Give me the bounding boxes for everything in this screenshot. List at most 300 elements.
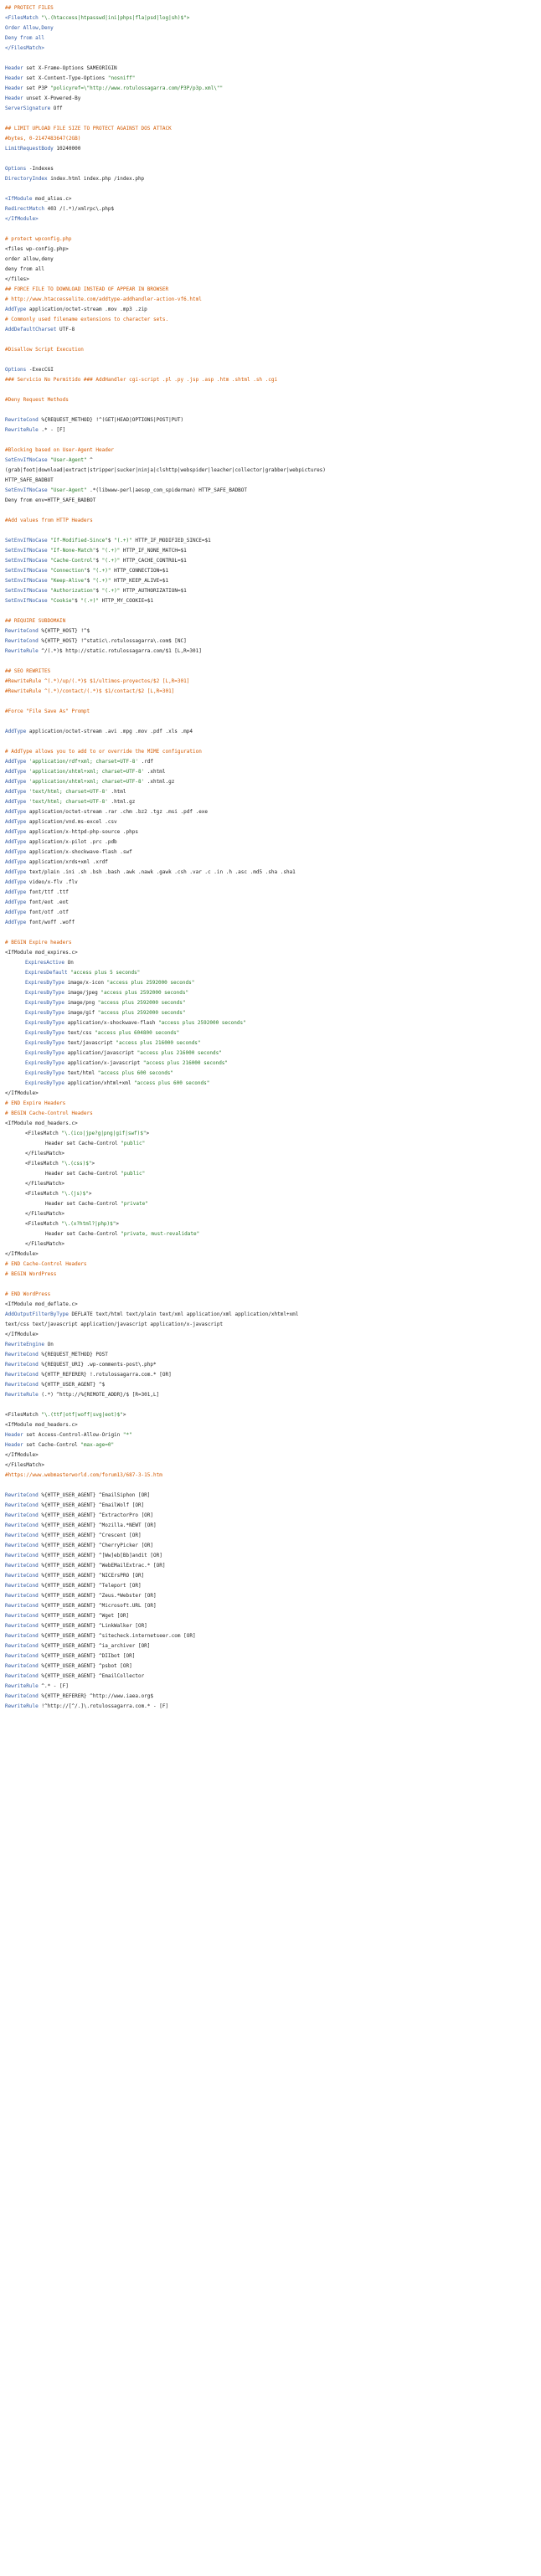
code-line <box>5 807 536 817</box>
directive-keyword: RewriteRule <box>5 1392 39 1398</box>
code-line <box>5 1651 536 1662</box>
code-text: %{HTTP_USER_AGENT} ^ia_archiver [OR] <box>38 1643 151 1649</box>
code-text: application/xrds+xml .xrdf <box>26 859 108 865</box>
directive-keyword: Header <box>5 95 23 101</box>
code-text: Header set Cache-Control <box>45 1201 121 1207</box>
code-text: unset X-Powered-By <box>23 95 81 101</box>
code-line <box>5 878 536 888</box>
string-literal: "(.+)" <box>101 588 121 594</box>
code-text: $ <box>75 598 81 604</box>
string-literal: "access plus 600 seconds" <box>97 1070 174 1076</box>
code-text: <FilesMatch <box>25 1161 62 1167</box>
directive-keyword: AddType <box>5 899 27 905</box>
code-line <box>5 827 536 837</box>
code-line <box>5 1239 536 1249</box>
code-text: ^ <box>86 457 93 463</box>
code-text: set X-Content-Type-Options <box>23 75 108 81</box>
code-text: -ExecCGI <box>26 367 54 373</box>
code-line <box>5 1692 536 1702</box>
code-line <box>5 194 536 204</box>
directive-keyword: RewriteRule <box>5 1683 39 1689</box>
string-literal: "Keep-Alive" <box>50 578 87 584</box>
directive-keyword: ExpiresByType <box>25 1060 64 1066</box>
code-text: application/x-shockwave-flash .swf <box>26 849 132 855</box>
directive-keyword: LimitRequestBody <box>5 146 54 152</box>
code-line <box>5 23 536 33</box>
code-text: </FilesMatch> <box>25 1181 64 1187</box>
code-line <box>5 837 536 848</box>
code-line <box>5 1611 536 1621</box>
code-text: mod_alias.c> <box>32 196 72 202</box>
code-line <box>5 968 536 978</box>
directive-keyword: RewriteCond <box>5 417 39 423</box>
string-literal: "(.+)" <box>101 558 121 564</box>
string-literal: "private, must-revalidate" <box>121 1231 200 1237</box>
directive-keyword: AddType <box>5 759 27 765</box>
code-line <box>5 958 536 968</box>
code-text: set P3P <box>23 85 51 91</box>
directive-keyword: ExpiresByType <box>25 1010 64 1016</box>
directive-keyword: DirectoryIndex <box>5 176 48 182</box>
code-text: set Access-Control-Allow-Origin <box>23 1432 123 1438</box>
string-literal: "If-None-Match" <box>50 548 96 554</box>
string-literal: "Cache-Control" <box>50 558 96 564</box>
code-text: </files> <box>5 276 29 282</box>
directive-keyword: SetEnvIfNoCase <box>5 487 48 493</box>
directive-keyword: SetEnvIfNoCase <box>5 578 48 584</box>
code-text: <IfModule mod_headers.c> <box>5 1422 78 1428</box>
code-text: Header set Cache-Control <box>45 1171 121 1177</box>
directive-keyword: RewriteCond <box>5 1543 39 1548</box>
string-literal: 'application/xhtml+xml; charset=UTF-8' <box>28 779 145 785</box>
code-line <box>5 305 536 315</box>
code-line <box>5 747 536 757</box>
string-literal: 'text/html; charset=UTF-8' <box>28 799 108 805</box>
code-line <box>5 425 536 435</box>
code-line <box>5 888 536 898</box>
code-text: (grab|foot|download|extract|stripper|sucker|ninja|clshttp|webspider|leacher|collector|grabber|webpictures) <box>5 467 326 473</box>
code-line <box>5 1149 536 1159</box>
code-text: font/ttf .ttf <box>26 889 69 895</box>
code-text: font/woff .woff <box>26 920 75 925</box>
code-line <box>5 44 536 54</box>
code-text: text/html <box>64 1070 98 1076</box>
code-line <box>5 516 536 526</box>
code-line <box>5 1430 536 1440</box>
directive-keyword: AddType <box>5 779 27 785</box>
code-text: </FilesMatch> <box>5 1462 44 1468</box>
directive-keyword: AddType <box>5 819 27 825</box>
comment-text: # BEGIN Expire headers <box>5 940 72 945</box>
code-text: application/octet-stream .avi .mpg .mov .pdf .xls .mp4 <box>26 729 193 734</box>
code-line <box>5 204 536 214</box>
code-line <box>5 1139 536 1149</box>
string-literal: "\.(ico|jpe?g|png|gif|swf)$" <box>61 1131 147 1136</box>
directive-keyword: </IfModule> <box>5 216 39 222</box>
code-text: ^/(.*)$ http://static.rotulossagarra.com/$1 [L,R=301] <box>38 648 202 654</box>
code-line <box>5 114 536 124</box>
code-line <box>5 154 536 164</box>
code-text: HTTP_MY_COOKIE=$1 <box>99 598 154 604</box>
code-text: <IfModule mod_deflate.c> <box>5 1301 78 1307</box>
comment-text: #RewriteRule ^(.*)/up/(.*)$ $1/ultimos-proyectos/$2 [L,R=301] <box>5 678 190 684</box>
code-text: <IfModule mod_headers.c> <box>5 1121 78 1126</box>
directive-keyword: RewriteCond <box>5 1653 39 1659</box>
directive-keyword: RewriteRule <box>5 1703 39 1709</box>
code-line <box>5 566 536 576</box>
directive-keyword: ExpiresByType <box>25 1040 64 1046</box>
code-text: %{HTTP_USER_AGENT} ^EmailCollector <box>38 1673 145 1679</box>
string-literal: "policyref=\"http://www.rotulossagarra.com/P3P/p3p.xml\"" <box>50 85 224 91</box>
comment-text: # AddType allows you to add to or override the MIME configuration <box>5 749 202 755</box>
code-line <box>5 727 536 737</box>
code-text: %{HTTP_USER_AGENT} ^Zeus.*Webster [OR] <box>38 1593 157 1599</box>
comment-text: # BEGIN Cache-Control Headers <box>5 1110 93 1116</box>
directive-keyword: AddType <box>5 799 27 805</box>
code-text: UTF-8 <box>56 327 75 332</box>
code-text: index.html index.php /index.php <box>47 176 145 182</box>
code-line <box>5 1631 536 1641</box>
directive-keyword: Order Allow,Deny <box>5 25 54 31</box>
comment-text: ## PROTECT FILES <box>5 5 54 11</box>
code-line <box>5 476 536 486</box>
string-literal: "public" <box>121 1141 146 1146</box>
comment-text: # END Cache-Control Headers <box>5 1261 87 1267</box>
directive-keyword: RewriteCond <box>5 1693 39 1699</box>
code-line <box>5 1270 536 1280</box>
string-literal: "access plus 2592000 seconds" <box>106 980 195 986</box>
directive-keyword: SetEnvIfNoCase <box>5 457 48 463</box>
code-line <box>5 74 536 84</box>
code-text: $ <box>95 588 102 594</box>
code-line <box>5 526 536 536</box>
code-line <box>5 174 536 184</box>
string-literal: "access plus 5 seconds" <box>70 970 141 976</box>
code-line <box>5 1481 536 1491</box>
code-line <box>5 265 536 275</box>
code-text: DEFLATE text/html text/plain text/xml application/xml application/xhtml+xml <box>68 1311 299 1317</box>
code-line <box>5 395 536 405</box>
code-text: On <box>64 960 74 966</box>
comment-text: ## LIMIT UPLOAD FILE SIZE TO PROTECT AGAINST DOS ATTACK <box>5 126 172 131</box>
string-literal: "If-Modified-Since" <box>50 538 108 544</box>
code-line <box>5 365 536 375</box>
code-text: 10240000 <box>53 146 81 152</box>
code-text: application/octet-stream .rar .chm .bz2 .tgz .msi .pdf .exe <box>26 809 209 815</box>
code-text: %{HTTP_USER_AGENT} ^Crescent [OR] <box>38 1533 142 1538</box>
code-text: $ <box>107 538 115 544</box>
code-line <box>5 687 536 697</box>
code-line <box>5 908 536 918</box>
directive-keyword: AddType <box>5 729 27 734</box>
directive-keyword: <FilesMatch <box>5 15 39 21</box>
code-line <box>5 1199 536 1209</box>
comment-text: # END WordPress <box>5 1291 51 1297</box>
code-line <box>5 546 536 556</box>
code-text: set X-Frame-Options SAMEORIGIN <box>23 65 117 71</box>
code-text: .* - [F] <box>38 427 66 433</box>
code-line <box>5 1008 536 1018</box>
directive-keyword: ServerSignature <box>5 106 51 111</box>
code-line <box>5 405 536 415</box>
code-line <box>5 717 536 727</box>
code-text: .xhtml <box>144 769 166 775</box>
string-literal: "access plus 216000 seconds" <box>137 1050 222 1056</box>
code-text: !^http://[^/.]\.rotulossagarra.com.* - [F] <box>38 1703 169 1709</box>
directive-keyword: SetEnvIfNoCase <box>5 568 48 574</box>
comment-text: #RewriteRule ^(.*)/contact/(.*)$ $1/contact/$2 [L,R=301] <box>5 688 175 694</box>
code-line <box>5 636 536 647</box>
code-line <box>5 1471 536 1481</box>
code-text: HTTP_SAFE_BADBOT <box>5 477 54 483</box>
code-line <box>5 1048 536 1059</box>
code-line <box>5 1501 536 1511</box>
code-text: > <box>91 1161 95 1167</box>
code-text: application/vnd.ms-excel .csv <box>26 819 117 825</box>
code-line <box>5 1169 536 1179</box>
code-text: .*(libwww-perl|aesop_com_spiderman) HTTP_SAFE_BADBOT <box>86 487 248 493</box>
code-line <box>5 1340 536 1350</box>
code-text: video/x-flv .flv <box>26 879 78 885</box>
code-text: > <box>88 1191 92 1197</box>
string-literal: "*" <box>122 1432 132 1438</box>
code-line <box>5 1641 536 1651</box>
string-literal: "\.(js)$" <box>61 1191 89 1197</box>
string-literal: "\.(ttf|otf|woff|svg|eot)$" <box>41 1412 123 1418</box>
code-line <box>5 1380 536 1390</box>
code-text: %{HTTP_USER_AGENT} ^DIIbot [OR] <box>38 1653 136 1659</box>
string-literal: "nosniff" <box>107 75 136 81</box>
directive-keyword: RewriteCond <box>5 1502 39 1508</box>
code-line <box>5 1320 536 1330</box>
string-literal: "(.+)" <box>114 538 132 544</box>
directive-keyword: SetEnvIfNoCase <box>5 598 48 604</box>
code-text: %{HTTP_USER_AGENT} ^$ <box>38 1382 106 1388</box>
code-text: %{HTTP_USER_AGENT} ^CherryPicker [OR] <box>38 1543 154 1548</box>
directive-keyword: <IfModule <box>5 196 33 202</box>
directive-keyword: AddType <box>5 920 27 925</box>
code-line <box>5 1672 536 1682</box>
code-line <box>5 144 536 154</box>
directive-keyword: RewriteCond <box>5 1663 39 1669</box>
code-text: set Cache-Control <box>23 1442 81 1448</box>
code-line <box>5 1310 536 1320</box>
code-text: %{REQUEST_METHOD} !^(GET|HEAD|OPTIONS|POST|PUT) <box>38 417 184 423</box>
string-literal: "max-age=0" <box>80 1442 115 1448</box>
code-text: text/css <box>64 1030 95 1036</box>
directive-keyword: RewriteCond <box>5 1643 39 1649</box>
code-line <box>5 1209 536 1219</box>
code-line <box>5 647 536 657</box>
code-line <box>5 506 536 516</box>
code-line <box>5 3 536 13</box>
string-literal: "\.(x?html?|php)$" <box>61 1221 116 1227</box>
directive-keyword: RewriteCond <box>5 1553 39 1558</box>
code-line <box>5 315 536 325</box>
code-text: %{HTTP_USER_AGENT} ^[Ww]eb[Bb]andit [OR] <box>38 1553 162 1558</box>
comment-text: # http://www.htaccesselite.com/addtype-addhandler-action-vf6.html <box>5 296 202 302</box>
code-text: HTTP_IF_NONE_MATCH=$1 <box>120 548 187 554</box>
code-text: Header set Cache-Control <box>45 1141 121 1146</box>
code-line <box>5 325 536 335</box>
code-text: Deny from env=HTTP_SAFE_BADBOT <box>5 497 96 503</box>
string-literal: 'application/xhtml+xml; charset=UTF-8' <box>28 769 145 775</box>
directive-keyword: Header <box>5 65 23 71</box>
code-text: Header set Cache-Control <box>45 1231 121 1237</box>
code-text: font/eot .eot <box>26 899 69 905</box>
directive-keyword: RewriteCond <box>5 1533 39 1538</box>
code-text: </FilesMatch> <box>25 1241 64 1247</box>
code-line <box>5 988 536 998</box>
code-line <box>5 938 536 948</box>
code-line <box>5 84 536 94</box>
directive-keyword: ExpiresByType <box>25 980 64 986</box>
code-line <box>5 285 536 295</box>
string-literal: 'text/html; charset=UTF-8' <box>28 789 108 795</box>
code-line <box>5 1229 536 1239</box>
code-line <box>5 1069 536 1079</box>
string-literal: "(.+)" <box>101 548 121 554</box>
code-line <box>5 1571 536 1581</box>
code-text: .rdf <box>137 759 154 765</box>
code-text: application/x-javascript <box>64 1060 143 1066</box>
directive-keyword: RewriteCond <box>5 1382 39 1388</box>
code-text: deny from all <box>5 266 44 272</box>
directive-keyword: SetEnvIfNoCase <box>5 548 48 554</box>
code-line <box>5 737 536 747</box>
code-line <box>5 64 536 74</box>
code-line <box>5 978 536 988</box>
code-line <box>5 1089 536 1099</box>
string-literal: "\.(htaccess|htpasswd|ini|phps|fla|psd|log|sh)$"> <box>38 15 190 21</box>
code-text: .xhtml.gz <box>144 779 175 785</box>
string-literal: "User-Agent" <box>50 487 87 493</box>
code-text: image/jpeg <box>64 990 101 996</box>
directive-keyword: SetEnvIfNoCase <box>5 588 48 594</box>
code-line <box>5 385 536 395</box>
code-line <box>5 918 536 928</box>
directive-keyword: Header <box>5 75 23 81</box>
directive-keyword: Options <box>5 367 27 373</box>
comment-text: # END Expire Headers <box>5 1100 66 1106</box>
code-line <box>5 848 536 858</box>
directive-keyword: Header <box>5 1442 23 1448</box>
code-line <box>5 355 536 365</box>
code-line <box>5 1581 536 1591</box>
code-text: HTTP_CACHE_CONTROL=$1 <box>120 558 187 564</box>
string-literal: "private" <box>121 1201 148 1207</box>
code-line <box>5 435 536 446</box>
code-line <box>5 1129 536 1139</box>
string-literal: "access plus 604800 seconds" <box>95 1030 180 1036</box>
directive-keyword: SetEnvIfNoCase <box>5 558 48 564</box>
code-line <box>5 817 536 827</box>
string-literal: "public" <box>121 1171 146 1177</box>
code-line <box>5 496 536 506</box>
code-text: </IfModule> <box>5 1332 39 1337</box>
code-line <box>5 1350 536 1360</box>
code-text: application/x-shockwave-flash <box>64 1020 158 1026</box>
directive-keyword: AddType <box>5 849 27 855</box>
code-text: .html.gz <box>107 799 136 805</box>
code-line <box>5 657 536 667</box>
code-text: $ <box>95 548 102 554</box>
code-line <box>5 1300 536 1310</box>
directive-keyword: RewriteEngine <box>5 1342 44 1347</box>
code-text: (.*) ^http://%{REMOTE_ADDR}/$ [R=301,L] <box>38 1392 160 1398</box>
code-text: HTTP_CONNECTION=$1 <box>111 568 169 574</box>
code-text: font/otf .otf <box>26 909 69 915</box>
code-text: <FilesMatch <box>25 1191 62 1197</box>
comment-text: #bytes, 0-2147483647(2GB) <box>5 136 81 142</box>
code-text: application/x-pilot .prc .pdb <box>26 839 117 845</box>
comment-text: #https://www.webmasterworld.com/forum13/687-3-15.htm <box>5 1472 162 1478</box>
code-line <box>5 1400 536 1410</box>
code-line <box>5 456 536 466</box>
string-literal: "access plus 2592000 seconds" <box>97 1010 186 1016</box>
code-text: 403 /(.*)/xmlrpc\.php$ <box>44 206 115 212</box>
code-text: </FilesMatch> <box>25 1151 64 1157</box>
code-text: %{HTTP_USER_AGENT} ^WebEMailExtrac.* [OR] <box>38 1563 166 1569</box>
string-literal: 'application/rdf+xml; charset=UTF-8' <box>28 759 138 765</box>
directive-keyword: RewriteCond <box>5 628 39 634</box>
string-literal: "Authorization" <box>50 588 96 594</box>
code-text: HTTP_IF_MODIFIED_SINCE=$1 <box>131 538 211 544</box>
code-line <box>5 1601 536 1611</box>
code-line <box>5 184 536 194</box>
directive-keyword: Header <box>5 1432 23 1438</box>
code-line <box>5 677 536 687</box>
code-text: %{HTTP_HOST} !^$ <box>38 628 90 634</box>
code-line <box>5 1521 536 1531</box>
code-line <box>5 446 536 456</box>
code-line <box>5 797 536 807</box>
code-line <box>5 1420 536 1430</box>
directive-keyword: AddType <box>5 307 27 312</box>
code-text: ^.* - [F] <box>38 1683 69 1689</box>
code-line <box>5 1189 536 1199</box>
code-line <box>5 1109 536 1119</box>
code-line <box>5 13 536 23</box>
code-line <box>5 375 536 385</box>
code-text: </FilesMatch> <box>25 1211 64 1217</box>
comment-text: #Force "File Save As" Prompt <box>5 708 90 714</box>
directive-keyword: ExpiresByType <box>25 1070 64 1076</box>
code-line <box>5 787 536 797</box>
code-line <box>5 134 536 144</box>
code-text: Off <box>50 106 63 111</box>
code-line <box>5 1018 536 1028</box>
code-line <box>5 295 536 305</box>
directive-keyword: AddType <box>5 869 27 875</box>
string-literal: "(.+)" <box>80 598 100 604</box>
code-text: image/gif <box>64 1010 98 1016</box>
code-text: $ <box>86 568 93 574</box>
comment-text: # BEGIN WordPress <box>5 1271 57 1277</box>
directive-keyword: RewriteCond <box>5 1593 39 1599</box>
code-line <box>5 536 536 546</box>
code-line <box>5 1702 536 1712</box>
directive-keyword: RewriteCond <box>5 1583 39 1589</box>
directive-keyword: AddType <box>5 839 27 845</box>
code-text: <IfModule mod_expires.c> <box>5 950 78 956</box>
code-line <box>5 777 536 787</box>
code-text: <FilesMatch <box>5 1412 42 1418</box>
string-literal: "User-Agent" <box>50 457 87 463</box>
code-line <box>5 868 536 878</box>
comment-text: # protect wpconfig.php <box>5 236 72 242</box>
code-line <box>5 1330 536 1340</box>
